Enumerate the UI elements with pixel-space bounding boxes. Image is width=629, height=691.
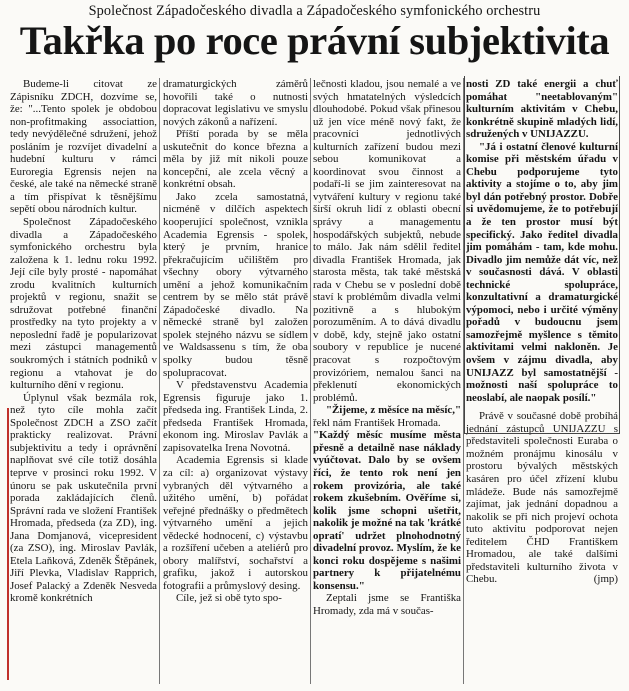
boxed-paragraph: nosti ZD také energii a chuť pomáhat "neetablovaným" kulturním aktivitám v Chebu, konkrétně skupině mladých lidí, sdružených v UNIJAZZU. bbox=[466, 78, 618, 141]
author-signature: (jmp) bbox=[593, 573, 618, 586]
quote-paragraph bbox=[313, 404, 461, 429]
article-column-3 bbox=[313, 78, 461, 684]
paragraph: Příští porada by se měla uskutečnit do konce března a měla by již mít nikoli pouze koncepční, ale zcela věcný a konkrétní obsah. bbox=[163, 128, 308, 191]
paragraph: dramaturgických záměrů hovořili také o nutnosti dopracovat legislativu ve smyslu nových zákonů a nařízení. bbox=[163, 78, 308, 128]
boxed-quote: "Já i ostatní členové kulturní komise při městském úřadu v Chebu podporujeme tyto aktivity a stojíme o to, aby jim byl dán potřebný prostor. Dobře si uvědomujeme, že to potřebují a že ten prostor musí být specifický. Jako ředitel divadla jim pomáhám - tam, kde mohu. Divadlo jim nemůže dát víc, než v současnosti dává. V oblasti technické spolupráce, konzultativní a dramaturgické výpomoci, nebo i určité výměny pořadů v budoucnu jsem samozřejmě myšlence s těmito aktivitami velmi nakloněn. Je ovšem v zájmu divadla, aby UNIJAZZ byl samostatnější - možnosti naší spolupráce to neoslabí, ale naopak posílí." bbox=[466, 140, 618, 404]
interview-quote: "Každý měsíc musíme města přesně a detailně nase náklady vyúčtovat. Dalo by se ovšem říci, že tento rok není jen rokem provizória, ale také rokem zkušebním. Ověříme si, kolik jsme schopni ušetřit, nakolik je možné na tak 'krátké opratí' udržet plnohodnotný divadelní provoz. Myslím, že ke konci roku dospějeme s našimi partnery k přijatelnému konsensu." bbox=[313, 429, 461, 592]
margin-marker bbox=[7, 408, 9, 680]
paragraph: lečnosti kladou, jsou nemalé a ve svých hmatatelných výsledcích dlouhodobé. Pokud však přinesou už jen více méně nový fakt, že pracovníci jednotlivých kulturních zařízení budou mezi sebou komunikovat a koordinovat svou činnost a podaří-li se jim zainteresovat na vytváření kultury v regionu také širší okruh lidí z oblasti obecní správy a managementu hospodářských subjektů, nebude to málo. Jak nám sdělil ředitel divadla František Hromada, jak starosta města, tak také městská rada v Chebu se v poslední době staví k problémům divadla velmi pozitivně a s hlubokým porozuměním. A to dává divadlu v době, kdy, stejně jako ostatní soubory v republice je nucené pracovat s rozpočtovým provizóriem, nemalou šanci na překlenutí ekonomických problémů. bbox=[313, 78, 461, 404]
paragraph: Cíle, jež si obě tyto spo- bbox=[176, 592, 282, 605]
article-kicker: Společnost Západočeského divadla a Západočeského symfonického orchestru bbox=[88, 3, 541, 19]
paragraph bbox=[466, 410, 618, 586]
paragraph: Úplynul však bezmála rok, než tyto cíle mohla začít Společnost ZDCH a ZSO začít prakticky realizovat. Právní subjektivitu a tedy i oprávnění naplňovat své cíle totiž dosáhla teprve v prosinci roku 1992. V únoru se pak uskutečnila první porada zakládajících členů. Správní rada ve složení František Hromada, předseda (za ZD), ing. Jana Domjanová, vicepresident (za ZSO), ing. Miroslav Pavlák, Etela Laňková, Zdeněk Štěpánek, Jiří Plevka, Vladislav Rapprich, Josef Palacký a Zdeněk Nesveda kromě konkrétních bbox=[10, 391, 157, 605]
paragraph: Budeme-li citovat ze Zápisníku ZDCH, dozvíme se, že: "...Tento spolek je obdobou non-profitmaking associattion, tedy nevýdělečné sdružení, jehož posláním je rozvíjet divadelní a hudební kulturu v rámci Euroregia Egrensis nejen na české, ale také na německé straně a tím přispívat k těsnějšímu sepětí obou národních kultur. bbox=[10, 78, 157, 216]
paragraph: Jako zcela samostatná, nicméně v dílčích aspektech kooperující společnost, vznikla Academia Egrensis - spolek, který je prvním, hranice překračujícím učilištěm pro všechny obory výtvarného umění a jehož komunikačním centrem by se mělo stát právě Západočeské divadlo. Na německé straně byl založen spolek stejného názvu se sídlem ve Waldsassenu s tím, že oba spolky budou těsně spolupracovat. bbox=[163, 190, 308, 379]
pull-quote: "Žijeme, z měsíce na měsíc," bbox=[326, 404, 461, 417]
paragraph: Společnost Západočeského divadla a Západočeského symfonického orchestru byla založena k 1. lednu roku 1992. Její cíle byly prosté - napomáhat zrodu kvalitních kulturních projektů v regionu, snažit se sdružovat potřebné finanční prostředky na tyto projekty a v neposlední řadě je popularizovat mezi zástupci managementů soukromých i státních podniků v regionu a vtahovat je do kulturního dění v regionu. bbox=[10, 216, 157, 392]
paragraph: V představenstvu Academia Egrensis figuruje jako 1. předseda ing. František Linda, 2. předseda František Hromada, ekonom ing. Miroslav Pavlák a zapisovatelka Irena Novotná. bbox=[163, 379, 308, 454]
quote-attribution: řekl nám František Hromada. bbox=[313, 416, 441, 429]
closing-text: Právě v současné době probíhá jednání zástupců UNIJAZZU s představiteli společnosti Euraba o možném pronájmu kinosálu v prostoru bývalých městských kasáren pro účel zřízení klubu mládeže. Bude nás samozřejmě zajímat, jak jednání dopadnou a nakolik se při nich projeví ochota tuto aktivitu podporovat nejen ředitelem ČHD Františkem Hromadou, ale také dalšími představiteli kulturního života v Chebu. bbox=[466, 410, 618, 586]
article-column-2 bbox=[163, 78, 308, 684]
column-divider bbox=[159, 78, 160, 684]
article-headline: Takřka po roce právní subjektivita bbox=[19, 18, 610, 63]
article-column-4 bbox=[466, 78, 618, 684]
paragraph: Academia Egrensis si klade za cíl: a) organizovat výstavy vybraných děl výtvarného a užitého umění, b) pořádat veřejné přednášky o předmětech výtvarného umění a jejich vědecké hodnocení, c) výstavbu a rozšíření učeben a ateliérů pro obory malířství, sochařství a grafiku, jakož i autorskou fotografii a průmyslový desing. bbox=[163, 454, 308, 592]
column-divider bbox=[310, 78, 311, 684]
paragraph: Zeptali jsme se Františka Hromady, zda má v součas- bbox=[313, 592, 461, 617]
column-divider bbox=[463, 78, 464, 684]
article-column-1 bbox=[10, 78, 157, 684]
